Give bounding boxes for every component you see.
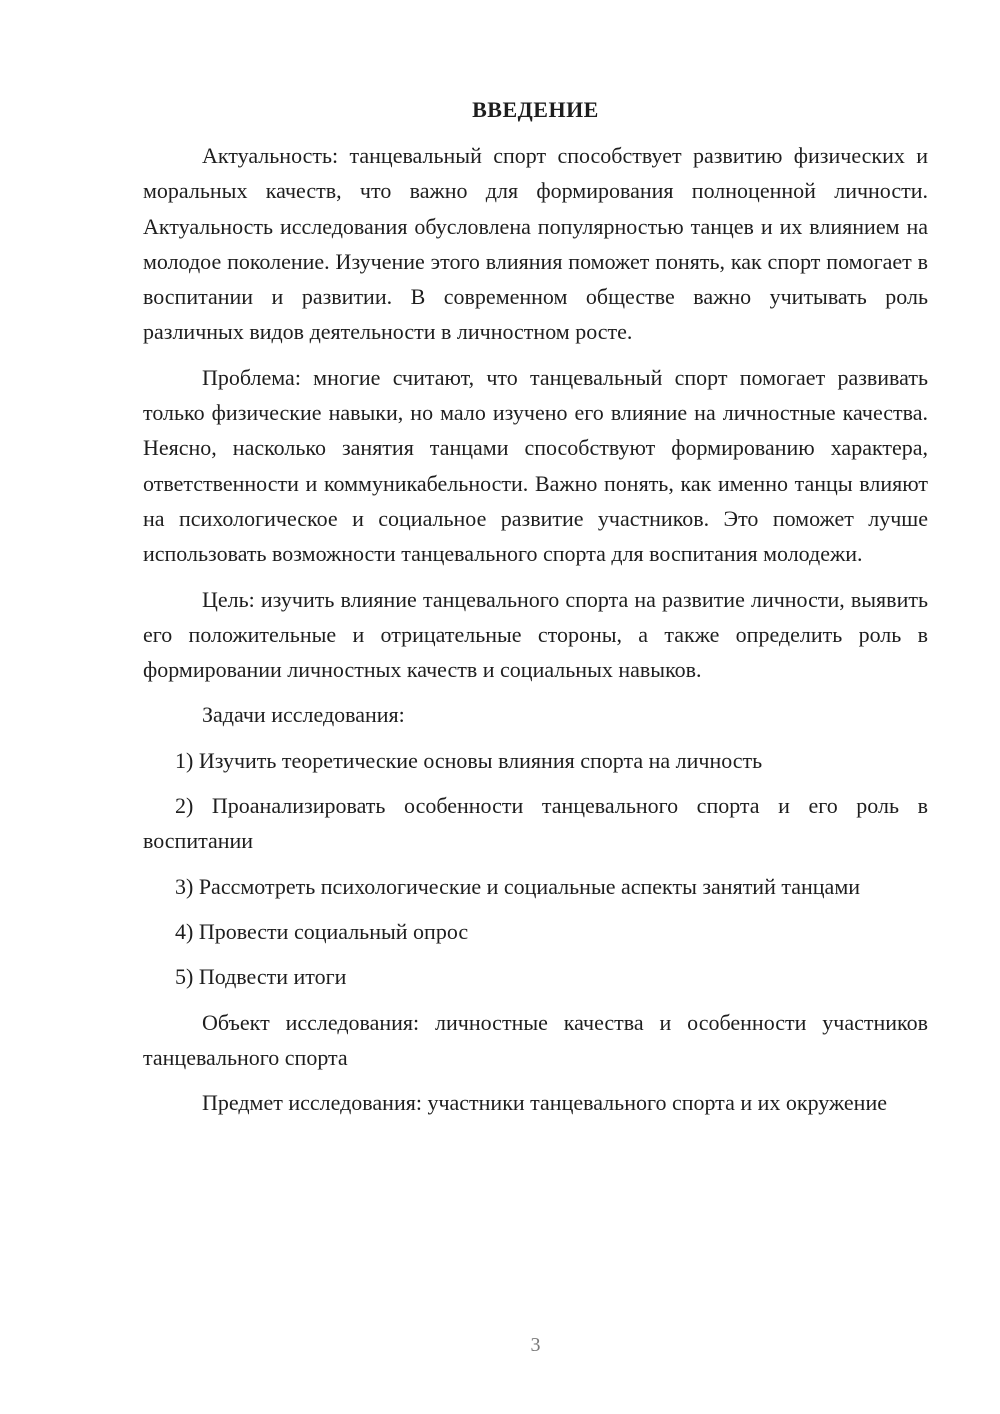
page-content — [143, 94, 928, 1130]
subject-paragraph: Предмет исследования: участники танцевального спорта и их окружение — [202, 1090, 887, 1116]
list-item: 1) Изучить теоретические основы влияния спорта на личность — [175, 747, 763, 773]
problem-paragraph: Проблема: многие считают, что танцевальный спорт помогает развивать только физические навыки, но мало изучено его влияние на личностные качества. Неясно, насколько занятия танцами способствуют формированию характера, ответственности и коммуникабельности. Важно понять, как именно танцы влияют на психологическое и социальное развитие участников. Это поможет лучше использовать возможности танцевального спорта для воспитания молодежи. — [143, 364, 928, 567]
goal-paragraph: Цель: изучить влияние танцевального спорта на развитие личности, выявить его положительные и отрицательные стороны, а также определить роль в формировании личностных качеств и социальных навыков. — [143, 586, 928, 683]
relevance-paragraph: Актуальность: танцевальный спорт способствует развитию физических и моральных качеств, что важно для формирования полноценной личности. Актуальность исследования обусловлена популярностью танцев и их влиянием на молодое поколение. Изучение этого влияния поможет понять, как спорт помогает в воспитании и развитии. В современном обществе важно учитывать роль различных видов деятельности в личностном росте. — [143, 143, 928, 345]
list-item: 2) Проанализировать особенности танцевального спорта и его роль в воспитании — [143, 793, 928, 854]
list-item: 4) Провести социальный опрос — [175, 918, 469, 944]
list-item: 5) Подвести итоги — [175, 964, 347, 990]
page-title: ВВЕДЕНИЕ — [472, 97, 599, 122]
tasks-heading: Задачи исследования: — [202, 702, 405, 728]
list-item: 3) Рассмотреть психологические и социальные аспекты занятий танцами — [175, 873, 861, 899]
tasks-list — [143, 743, 928, 995]
object-paragraph: Объект исследования: личностные качества и особенности участников танцевального спорта — [143, 1009, 928, 1070]
page-number: 3 — [530, 1334, 541, 1356]
